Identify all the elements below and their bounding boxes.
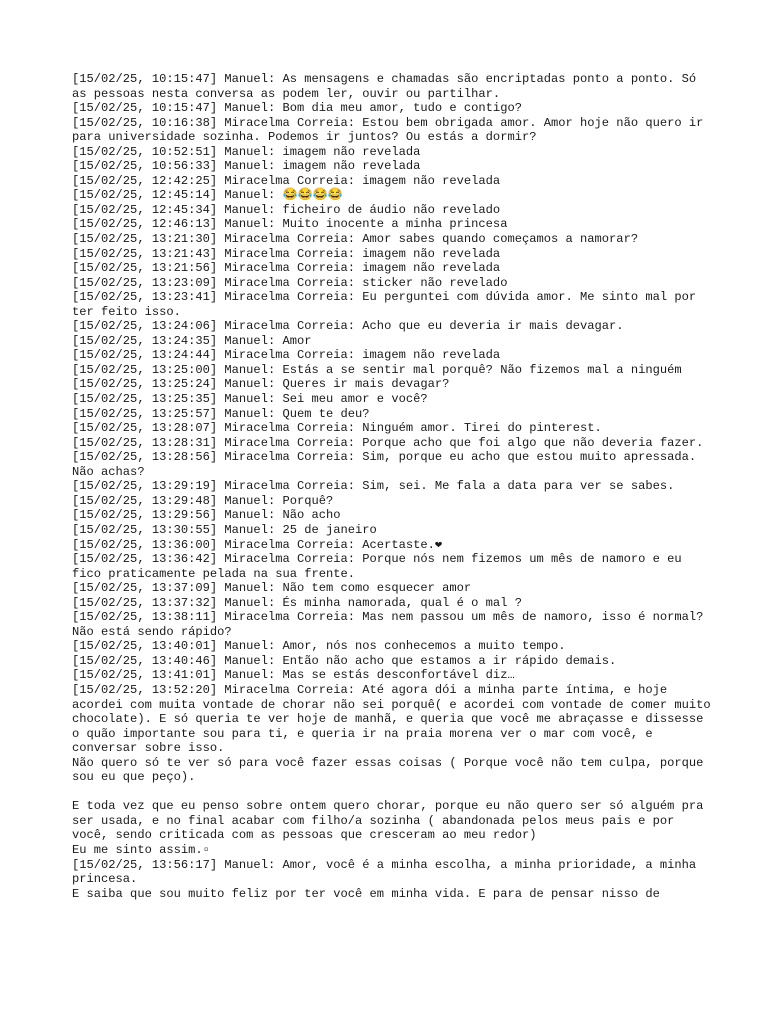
chat-message-line: [15/02/25, 13:23:09] Miracelma Correia: sticker não revelado	[72, 275, 508, 290]
chat-message-line: [15/02/25, 13:38:11] Miracelma Correia: Mas nem passou um mês de namoro, isso é normal? Não está sendo rápido?	[72, 610, 711, 639]
chat-message-line: [15/02/25, 13:25:35] Manuel: Sei meu amor e você?	[72, 392, 428, 407]
chat-message-line: [15/02/25, 13:28:31] Miracelma Correia: Porque acho que foi algo que não deveria fazer.	[72, 435, 704, 450]
chat-message-line: [15/02/25, 13:21:43] Miracelma Correia: imagem não revelada	[72, 246, 501, 261]
chat-message-line: [15/02/25, 12:42:25] Miracelma Correia: imagem não revelada	[72, 173, 501, 188]
chat-message-line: Eu me sinto assim.▫	[72, 842, 210, 857]
chat-message-line: [15/02/25, 13:30:55] Manuel: 25 de janeiro	[72, 522, 377, 537]
blank-line	[72, 785, 712, 800]
chat-message-line: [15/02/25, 13:56:17] Manuel: Amor, você é a minha escolha, a minha prioridade, a minha princesa.	[72, 857, 704, 887]
chat-message-line: [15/02/25, 13:37:09] Manuel: Não tem como esquecer amor	[72, 581, 472, 596]
chat-message-line: [15/02/25, 13:21:56] Miracelma Correia: imagem não revelada	[72, 261, 501, 276]
chat-message-line: [15/02/25, 13:29:19] Miracelma Correia: Sim, sei. Me fala a data para ver se sabes.	[72, 479, 675, 494]
chat-message-line: [15/02/25, 13:29:48] Manuel: Porquê?	[72, 493, 334, 508]
chat-message-line: E toda vez que eu penso sobre ontem quero chorar, porque eu não quero ser só alguém pra ser usada, e no final acabar com filho/a sozinha ( abandonada pelos meus pais e por você, sendo criticada com as pessoas que cresceram ao meu redor)	[72, 799, 711, 843]
chat-message-line: [15/02/25, 10:16:38] Miracelma Correia: Estou bem obrigada amor. Amor hoje não quero ir para universidade sozinha. Podemos ir juntos? Ou estás a dormir?	[72, 115, 711, 145]
chat-message-line: [15/02/25, 13:40:46] Manuel: Então não acho que estamos a ir rápido demais.	[72, 653, 617, 668]
chat-message-line: [15/02/25, 13:25:24] Manuel: Queres ir mais devagar?	[72, 377, 450, 392]
chat-message-line: [15/02/25, 12:45:34] Manuel: ficheiro de áudio não revelado	[72, 202, 501, 217]
chat-message-line: [15/02/25, 13:29:56] Manuel: Não acho	[72, 508, 341, 523]
chat-message-line: [15/02/25, 13:24:35] Manuel: Amor	[72, 333, 312, 348]
chat-message-line: [15/02/25, 12:46:13] Manuel: Muito inocente a minha princesa	[72, 217, 508, 232]
chat-message-line: [15/02/25, 13:36:00] Miracelma Correia: Acertaste.❤	[72, 537, 443, 552]
chat-message-line: [15/02/25, 13:25:00] Manuel: Estás a se sentir mal porquê? Não fizemos mal a ninguém	[72, 362, 682, 377]
chat-message-line: [15/02/25, 12:45:14] Manuel: 😂😂😂😂	[72, 188, 343, 203]
chat-transcript	[72, 72, 718, 901]
chat-message-line: [15/02/25, 13:52:20] Miracelma Correia: Até agora dói a minha parte íntima, e hoje acordei com muita vontade de chorar não sei porquê( e acordei com vontade de comer muito chocolate). E só queria te ver hoje de manhã, e queria que você me abraçasse e dissesse o quão importante sou para ti, e queria ir na praia morena ver o mar com você, e conversar sobre isso.	[72, 682, 718, 756]
chat-message-line: [15/02/25, 13:28:56] Miracelma Correia: Sim, porque eu acho que estou muito apressada. Não achas?	[72, 450, 704, 479]
chat-message-line: [15/02/25, 13:24:44] Miracelma Correia: imagem não revelada	[72, 348, 501, 363]
chat-message-line: [15/02/25, 13:28:07] Miracelma Correia: Ninguém amor. Tirei do pinterest.	[72, 421, 602, 436]
chat-message-line: [15/02/25, 10:56:33] Manuel: imagem não revelada	[72, 159, 421, 174]
chat-message-line: [15/02/25, 10:15:47] Manuel: As mensagens e chamadas são encriptadas ponto a ponto. Só as pessoas nesta conversa as podem ler, ouvir ou partilhar.	[72, 72, 704, 101]
chat-message-line: [15/02/25, 13:40:01] Manuel: Amor, nós nos conhecemos a muito tempo.	[72, 639, 566, 654]
chat-message-line: [15/02/25, 10:15:47] Manuel: Bom dia meu amor, tudo e contigo?	[72, 101, 522, 116]
chat-message-line: E saiba que sou muito feliz por ter você em minha vida. E para de pensar nisso de	[72, 886, 660, 901]
chat-message-line: Não quero só te ver só para você fazer essas coisas ( Porque você não tem culpa, porque sou eu que peço).	[72, 755, 711, 785]
chat-message-line: [15/02/25, 13:41:01] Manuel: Mas se estás desconfortável diz…	[72, 668, 515, 683]
chat-message-line: [15/02/25, 13:37:32] Manuel: És minha namorada, qual é o mal ?	[72, 595, 522, 610]
chat-message-line: [15/02/25, 13:21:30] Miracelma Correia: Amor sabes quando começamos a namorar?	[72, 232, 639, 247]
chat-message-line: [15/02/25, 13:25:57] Manuel: Quem te deu?	[72, 406, 370, 421]
chat-message-line: [15/02/25, 13:23:41] Miracelma Correia: Eu perguntei com dúvida amor. Me sinto mal por ter feito isso.	[72, 290, 704, 319]
chat-message-line: [15/02/25, 13:36:42] Miracelma Correia: Porque nós nem fizemos um mês de namoro e eu fico praticamente pelada na sua frente.	[72, 552, 689, 581]
chat-message-line: [15/02/25, 10:52:51] Manuel: imagem não revelada	[72, 144, 421, 159]
chat-message-line: [15/02/25, 13:24:06] Miracelma Correia: Acho que eu deveria ir mais devagar.	[72, 319, 624, 334]
